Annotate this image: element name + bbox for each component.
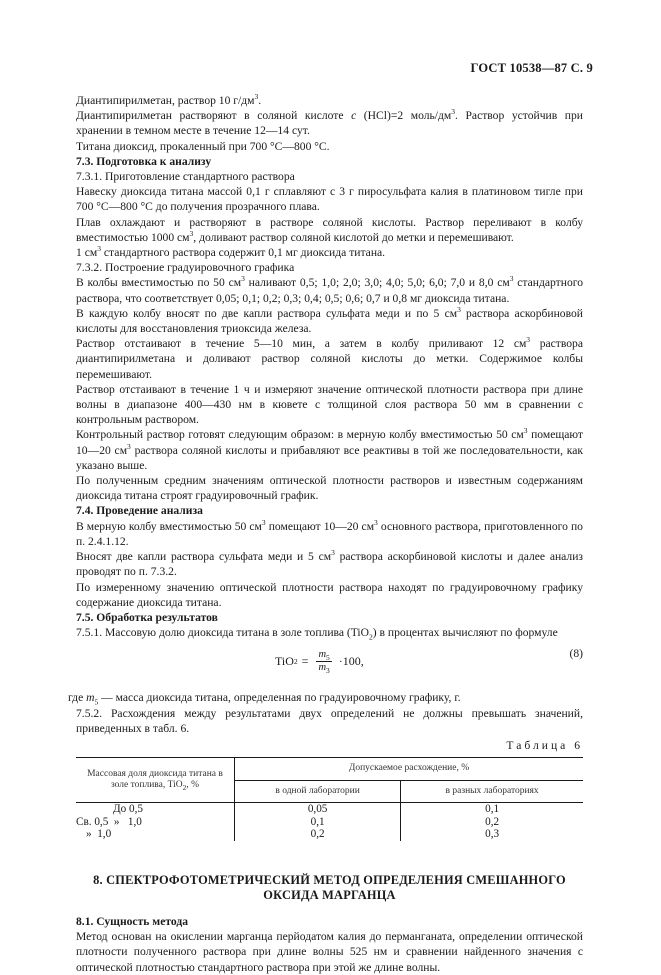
formula-block [76,646,583,690]
table-row: » 1,0 0,2 0,3 [76,828,583,841]
page-header: ГОСТ 10538—87 С. 9 [470,61,593,75]
paragraph: По полученным средним значениям оптической плотности растворов и известным содержаниям диоксида титана строят градуировочный график. [76,474,583,503]
paragraph: Вносят две капли раствора сульфата меди и 5 $см^3$ раствора аскорбиновой кислоты и далее анализ проводят по п. 7.3.2. [76,548,583,579]
paragraph: Плав охлаждают и растворяют в растворе соляной кислоты. Раствор переливают в колбу вместимостью 1000 $см^3$, доливают раствор соляной кислотой до метки и перемешивают. [76,215,583,244]
formula: TiO 2 = $\frac{m_5}{m_3}$ ·100, [275,649,364,676]
section-heading: 7.4. Проведение анализа [76,504,203,518]
paragraph: Навеску диоксида титана массой 0,1 г сплавляют с 3 г пиросульфата калия в платиновом тигле при 700 °С—800 °С до получения прозрачного плава. [76,185,583,214]
table-6 [76,757,583,841]
equation-number: (8) [569,647,583,661]
paragraph: 1 $см^3$ стандартного раствора содержит 0,1 мг диоксида титана. [76,244,386,260]
section-heading: 7.5. Обработка результатов [76,610,218,624]
paragraph: Метод основан на окислении марганца перйодатом калия до перманганата, определении оптической плотности полученного раствора при длине волны 525 нм и сравнении найденного значения с оптической плотностью стандартного раствора при этой же длине волны. [76,930,583,974]
paragraph: Диантипирилметан, раствор 10 $г/дм^3$. [76,92,262,107]
paragraph: В мерную колбу вместимостью 50 $см^3$ помещают 10—20 $см^3$ основного раствора, приготовленного по п. 2.4.1.12. [76,517,583,548]
paragraph: В колбы вместимостью по 50 $см^3$ наливают 0,5; 1,0; 2,0; 3,0; 4,0; 5,0; 6,0; 7,0 и 8,0 $см^3$ стандартного раствора, что соответствует 0,05; 0,1; 0,2; 0,3; 0,4; 0,5; 0,6; 0,7 и 0,8 мг диоксида титана. [76,274,584,305]
paragraph: Титана диоксид, прокаленный при 700 °С—800 °С. [76,139,330,153]
paragraph: где $m_5$ — масса диоксида титана, определенная по градуировочному графику, г. [68,691,461,707]
table-caption: Таблица 6 [506,738,583,752]
page-content [68,92,584,975]
formula-fraction: $\frac{m_5}{m_3}$ [318,649,330,676]
paragraph: Диантипирилметан растворяют в соляной кислоте c (HCl)=2 моль/$дм^3$. Раствор устойчив при хранении в темном месте в течение 12—14 сут. [76,107,583,138]
subsection-title: 7.3.1. Приготовление стандартного раствора [76,170,295,184]
paragraph: Раствор отстаивают в течение 1 ч и измеряют значение оптической плотности раствора при длине волны в диапазоне 400—430 нм в кювете с толщиной слоя раствора 50 мм в сравнении с контрольным раствором. [76,382,583,427]
section-8-title: 8. СПЕКТРОФОТОМЕТРИЧЕСКИЙ МЕТОД ОПРЕДЕЛЕНИЯ СМЕШАННОГО ОКСИДА МАРГАНЦА [93,872,566,902]
table-row: Св. 0,5 » 1,0 0,1 0,2 [76,815,500,828]
paragraph: Раствор отстаивают в течение 5—10 мин, а затем в колбу приливают 12 $см^3$ раствора диантипирилметана и доливают раствор соляной кислоты до метки. Содержимое колбы перемешивают. [76,335,583,381]
paragraph: По измеренному значению оптической плотности раствора находят по градуировочному графику содержание диоксида титана. [76,580,583,609]
section-heading: 7.3. Подготовка к анализу [76,154,212,168]
paragraph: 7.5.1. Массовую долю диоксида титана в золе топлива (TiO$_2$) в процентах вычисляют по формуле [76,626,558,642]
section-heading: 8.1. Сущность метода [76,914,189,928]
paragraph: В каждую колбу вносят по две капли раствора сульфата меди и по 5 $см^3$ раствора аскорбиновой кислоты для восстановления триоксида железа. [76,304,583,336]
column-header-different-labs: в разных лабораториях [401,780,583,803]
column-header-one-lab: в одной лаборатории [235,780,401,803]
column-header-mass-fraction: Массовая доля диоксида титана в золе топлива, TiO$_2$, % [76,758,235,803]
paragraph: 7.5.2. Расхождения между результатами двух определений не должны превышать значений, приведенных в табл. 6. [76,706,583,735]
subsection-title: 7.3.2. Построение градуировочного графика [76,261,295,275]
paragraph: Контрольный раствор готовят следующим образом: в мерную колбу вместимостью 50 $см^3$ помещают 10—20 $см^3$ раствора соляной кислоты и прибавляют все реактивы в той же последовательности, как указано выше. [76,426,583,472]
column-group-header: Допускаемое расхождение, % [235,758,584,781]
table-row: До 0,5 0,05 0,1 [76,803,583,816]
